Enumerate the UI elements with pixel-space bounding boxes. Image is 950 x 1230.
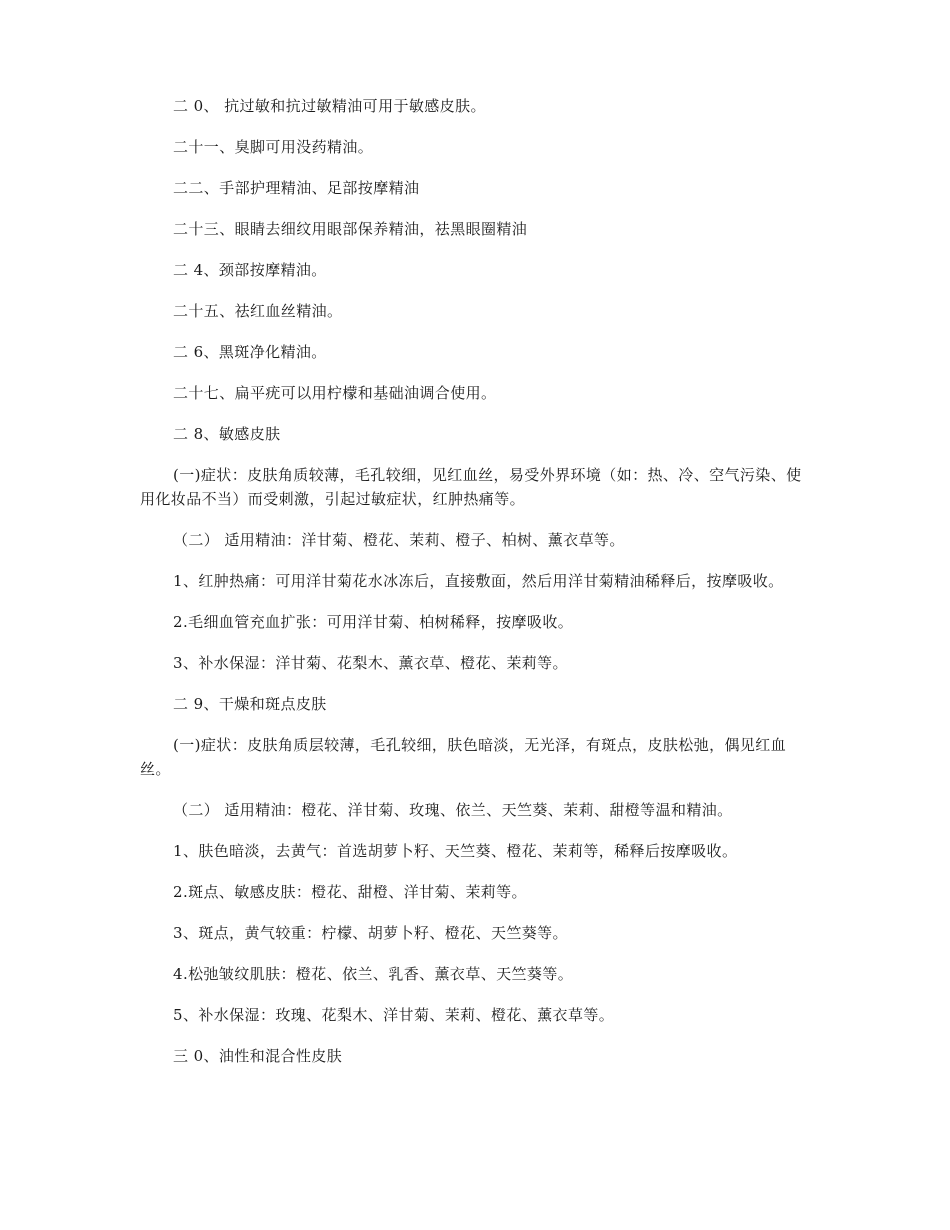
paragraph: 二十三、眼睛去细纹用眼部保养精油，祛黑眼圈精油 bbox=[173, 220, 528, 238]
paragraph: 二二、手部护理精油、足部按摩精油 bbox=[173, 179, 420, 197]
paragraph: 二十一、臭脚可用没药精油。 bbox=[173, 138, 374, 156]
paragraph: （二） 适用精油：洋甘菊、橙花、茉莉、橙子、柏树、薰衣草等。 bbox=[173, 531, 625, 549]
paragraph: 二 0、 抗过敏和抗过敏精油可用于敏感皮肤。 bbox=[173, 97, 486, 115]
paragraph: 二十五、祛红血丝精油。 bbox=[173, 302, 343, 320]
paragraph: 1、红肿热痛：可用洋甘菊花水冰冻后，直接敷面，然后用洋甘菊精油稀释后，按摩吸收。 bbox=[173, 572, 784, 590]
paragraph: 二 4、颈部按摩精油。 bbox=[173, 261, 327, 279]
document-body bbox=[140, 94, 812, 1085]
paragraph: 4.松弛皱纹肌肤：橙花、依兰、乳香、薰衣草、天竺葵等。 bbox=[173, 965, 574, 983]
section-heading: 三 0、油性和混合性皮肤 bbox=[173, 1047, 343, 1065]
paragraph: 二十七、扁平疣可以用柠檬和基础油调合使用。 bbox=[173, 384, 497, 402]
paragraph: 1、肤色暗淡，去黄气：首选胡萝卜籽、天竺葵、橙花、茉莉等，稀释后按摩吸收。 bbox=[173, 842, 738, 860]
paragraph: (一)症状：皮肤角质层较薄，毛孔较细，肤色暗淡，无光泽，有斑点，皮肤松弛，偶见红血丝。 bbox=[140, 736, 787, 778]
paragraph: 3、补水保湿：洋甘菊、花梨木、薰衣草、橙花、茉莉等。 bbox=[173, 654, 568, 672]
paragraph: 二 6、黑斑净化精油。 bbox=[173, 343, 327, 361]
paragraph: （二） 适用精油：橙花、洋甘菊、玫瑰、依兰、天竺葵、茉莉、甜橙等温和精油。 bbox=[173, 801, 733, 819]
section-heading: 二 9、干燥和斑点皮肤 bbox=[173, 695, 327, 713]
paragraph: 2.毛细血管充血扩张：可用洋甘菊、柏树稀释，按摩吸收。 bbox=[173, 613, 574, 631]
section-heading: 二 8、敏感皮肤 bbox=[173, 425, 281, 443]
paragraph: 3、斑点，黄气较重：柠檬、胡萝卜籽、橙花、天竺葵等。 bbox=[173, 924, 568, 942]
paragraph: 2.斑点、敏感皮肤：橙花、甜橙、洋甘菊、茉莉等。 bbox=[173, 883, 527, 901]
paragraph: (一)症状：皮肤角质较薄，毛孔较细，见红血丝，易受外界环境（如：热、冷、空气污染、使用化妆品不当）而受刺激，引起过敏症状，红肿热痛等。 bbox=[140, 466, 802, 508]
paragraph: 5、补水保湿：玫瑰、花梨木、洋甘菊、茉莉、橙花、薰衣草等。 bbox=[173, 1006, 615, 1024]
